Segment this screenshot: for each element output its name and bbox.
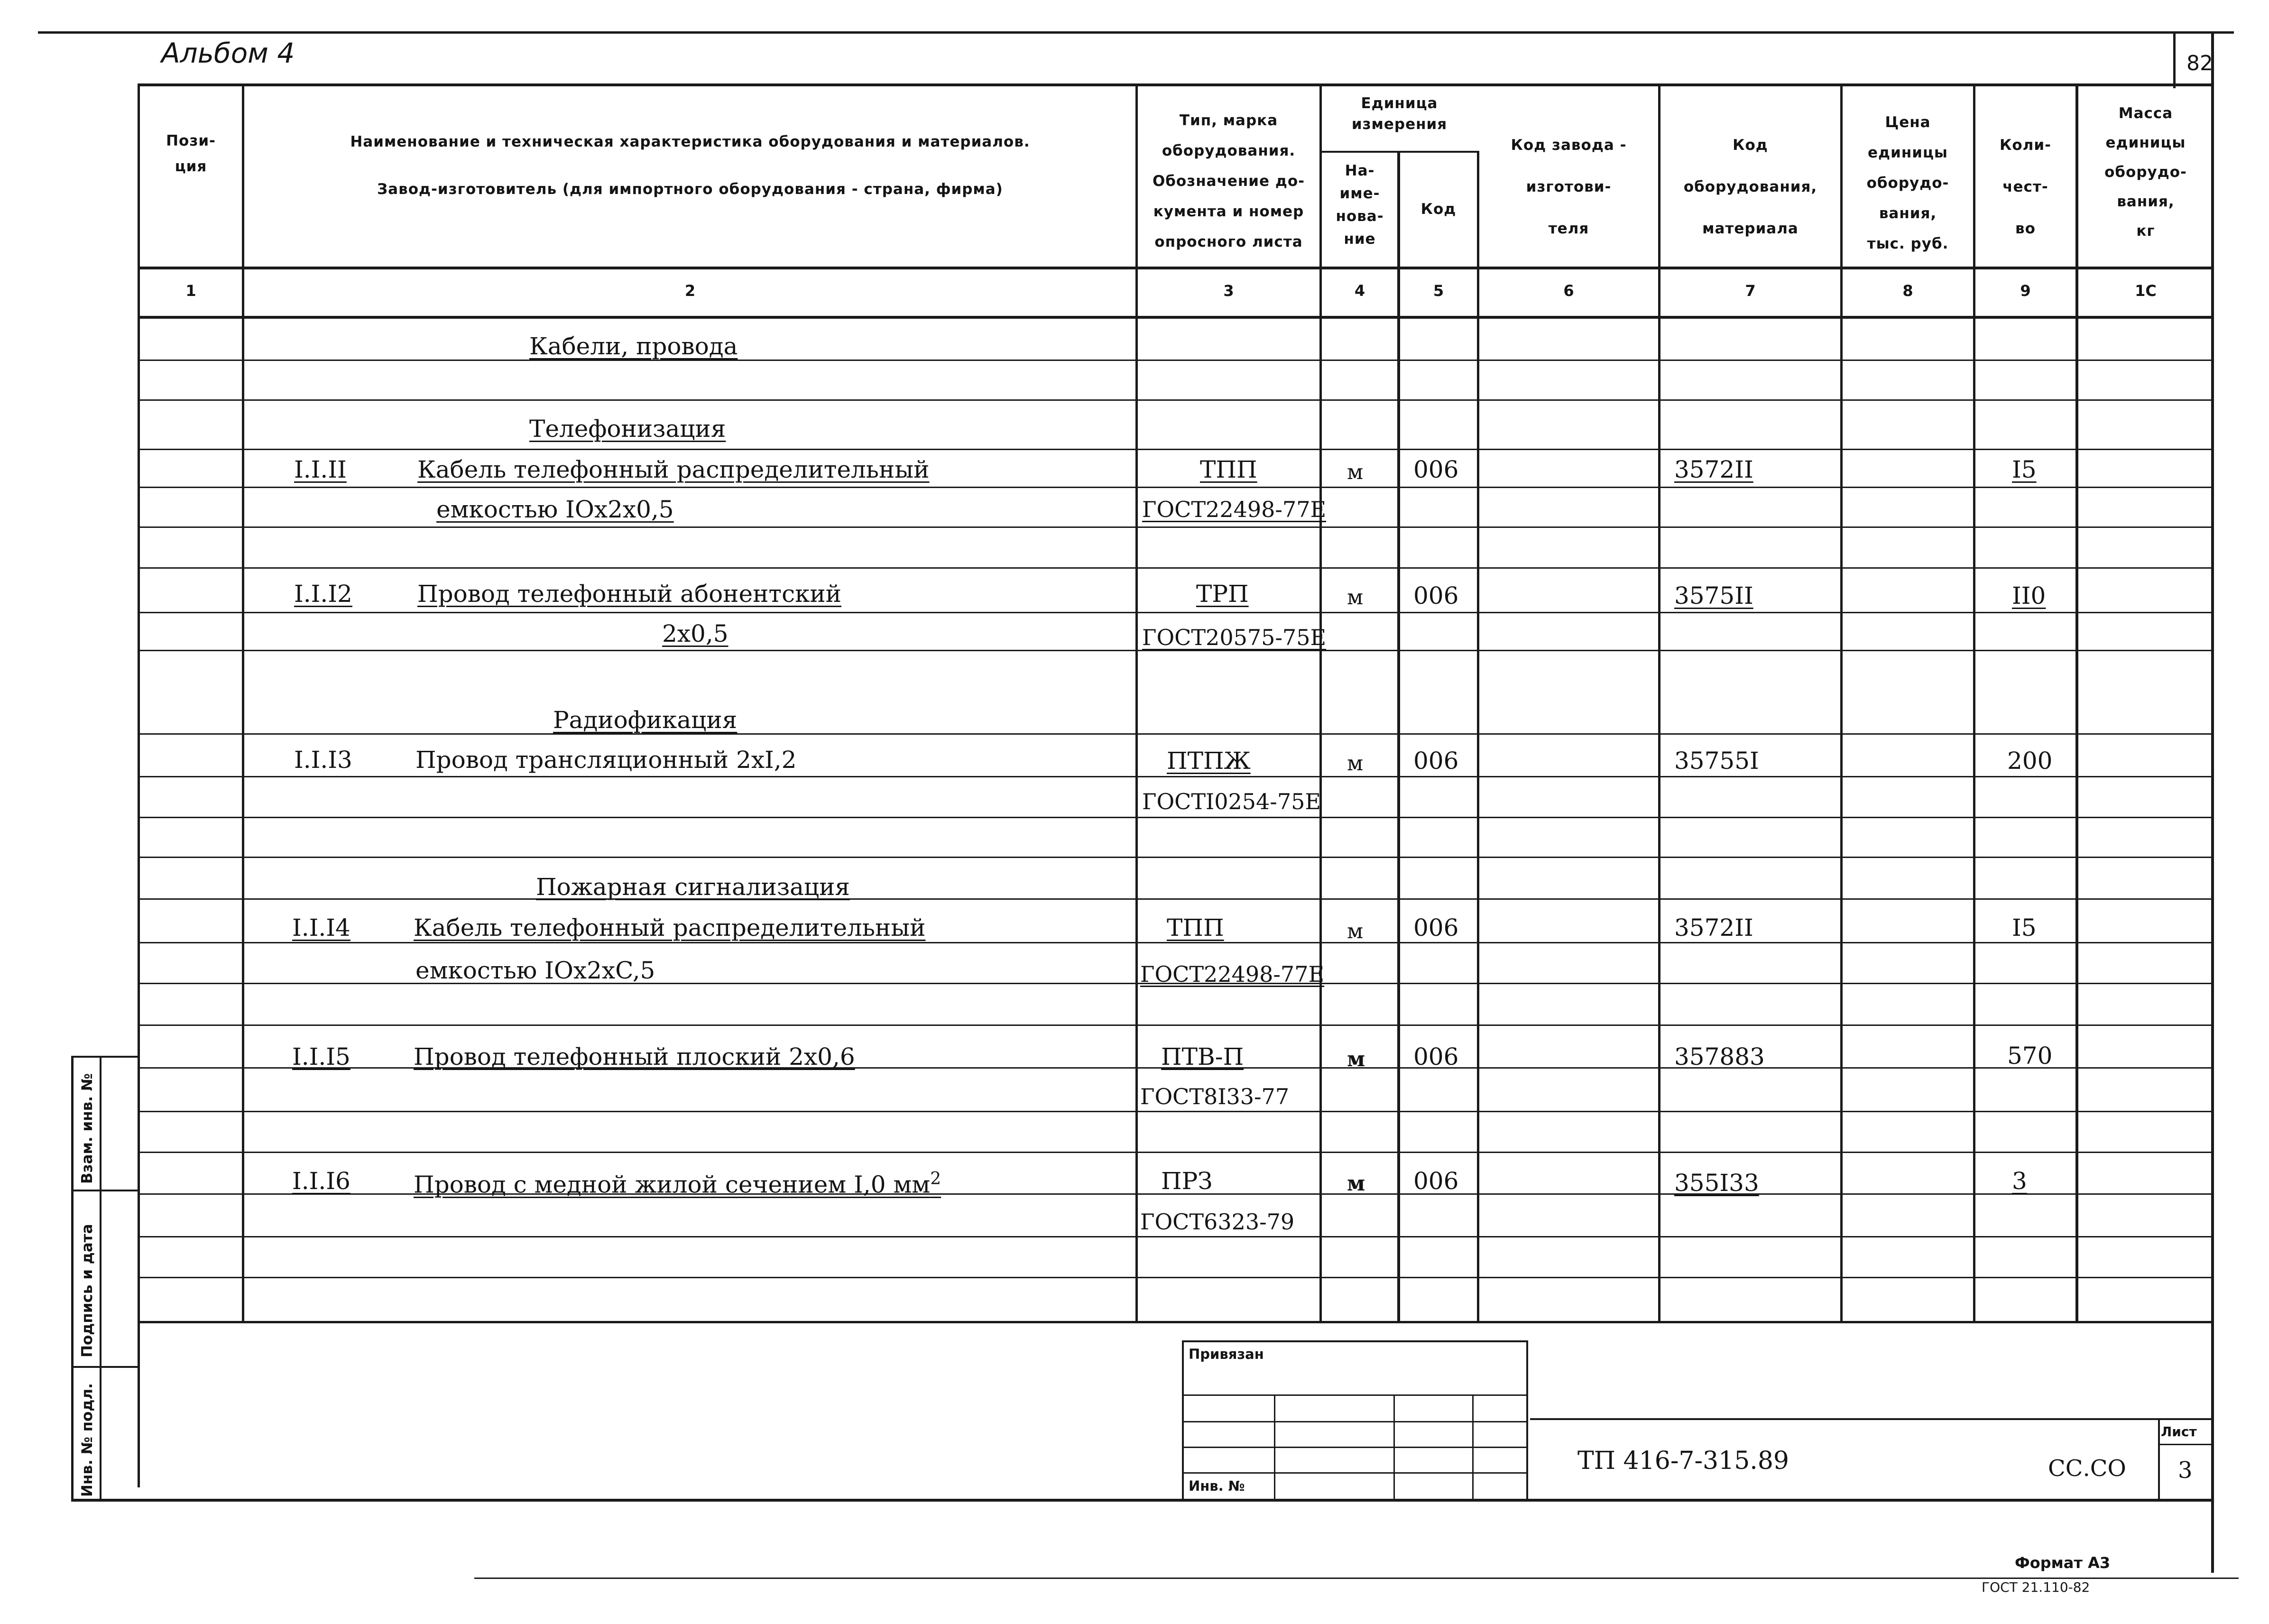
- item-unit: м: [1347, 1047, 1365, 1071]
- col-num: 9: [2020, 282, 2031, 300]
- item-name: [414, 1165, 941, 1199]
- item-material-code: 355I33: [1674, 1169, 1759, 1197]
- col-num: 4: [1354, 282, 1365, 300]
- item-name-cont: емкостью IOx2x0,5: [436, 496, 674, 523]
- item-name: Провод телефонный абонентский: [417, 580, 841, 608]
- document-code: ТП 416-7-315.89: [1577, 1447, 1789, 1475]
- header-equipment-code: Код оборудования, материала: [1683, 137, 1817, 237]
- item-position: I.I.I3: [294, 746, 352, 774]
- item-unit-code: 006: [1413, 747, 1459, 775]
- privyazan-label: Привязан: [1189, 1346, 1264, 1362]
- side-label-replaced: Взам. инв. №: [79, 1073, 96, 1184]
- header-position: Пози- ция: [166, 132, 216, 175]
- gost-label: ГОСТ 21.110-82: [1982, 1579, 2090, 1595]
- item-quantity: 200: [2007, 747, 2053, 775]
- header-unit-code: Код: [1420, 201, 1457, 218]
- col-num: 7: [1745, 282, 1756, 300]
- header-manufacturer: Завод-изготовитель (для импортного оборудования - страна, фирма): [377, 181, 1003, 198]
- col-num: 5: [1433, 282, 1444, 300]
- item-material-code: 357883: [1674, 1043, 1765, 1070]
- section-heading: Телефонизация: [529, 415, 726, 443]
- item-name: Провод телефонный плоский 2x0,6: [414, 1043, 855, 1070]
- header-price: Цена единицы оборудо- вания, тыс. руб.: [1866, 114, 1949, 252]
- item-position: I.I.II: [294, 456, 347, 483]
- header-quantity: Коли- чест- во: [2000, 137, 2051, 237]
- item-name: Провод трансляционный 2xI,2: [415, 746, 797, 774]
- header-name: Наименование и техническая характеристика оборудования и материалов.: [350, 133, 1030, 150]
- section-heading: Радиофикация: [553, 706, 738, 734]
- item-name-cont: 2x0,5: [662, 620, 729, 647]
- item-material-code: 3575II: [1674, 582, 1753, 609]
- item-position: I.I.I6: [292, 1167, 350, 1195]
- item-doc: ГОСТI0254-75Е: [1142, 789, 1321, 814]
- item-doc: ГОСТ20575-75Е: [1142, 625, 1327, 650]
- item-quantity: I5: [2012, 914, 2037, 941]
- item-quantity: 3: [2012, 1167, 2027, 1195]
- sheet-number: 82: [2186, 51, 2213, 75]
- header-unit-name: На- име- нова- ние: [1336, 162, 1384, 248]
- item-unit: м: [1347, 585, 1364, 609]
- item-unit-code: 006: [1413, 1043, 1459, 1070]
- item-type: ТРП: [1196, 580, 1249, 608]
- document-suffix: СС.СО: [2048, 1455, 2126, 1482]
- section-heading: Пожарная сигнализация: [536, 873, 850, 901]
- item-unit: м: [1347, 919, 1364, 943]
- item-position: I.I.I2: [294, 580, 352, 608]
- item-doc: ГОСТ8I33-77: [1140, 1084, 1290, 1109]
- col-num: 3: [1223, 282, 1234, 300]
- side-label-inventory: Инв. № подл.: [79, 1383, 96, 1497]
- item-unit-code: 006: [1413, 914, 1459, 941]
- list-label: Лист: [2161, 1424, 2197, 1439]
- item-doc: ГОСТ22498-77Е: [1142, 497, 1327, 522]
- item-doc: ГОСТ6323-79: [1140, 1209, 1295, 1235]
- col-num: 2: [684, 282, 696, 300]
- item-quantity: 570: [2007, 1042, 2053, 1070]
- item-type: ПТПЖ: [1167, 747, 1251, 775]
- item-unit: м: [1347, 460, 1364, 484]
- col-num: 1С: [2135, 282, 2157, 300]
- item-name-text: Провод с медной жилой сечением I,0 мм: [414, 1171, 931, 1199]
- item-unit: м: [1347, 751, 1364, 775]
- col-num: 1: [185, 282, 196, 300]
- list-value: 3: [2178, 1457, 2193, 1484]
- header-unit: Единица измерения: [1351, 95, 1448, 133]
- item-position: I.I.I5: [292, 1043, 350, 1070]
- format-label: Формат А3: [2015, 1554, 2111, 1572]
- header-type: Тип, марка оборудования. Обозначение до- кумента и номер опросного листа: [1152, 112, 1305, 250]
- album-label: Альбом 4: [161, 37, 295, 69]
- item-name: Кабель телефонный распределительный: [414, 914, 926, 941]
- section-heading: Кабели, провода: [529, 332, 738, 360]
- item-position: I.I.I4: [292, 914, 350, 941]
- item-unit-code: 006: [1413, 456, 1459, 483]
- item-name-superscript: 2: [930, 1169, 941, 1189]
- item-material-code: 3572II: [1674, 456, 1753, 483]
- item-material-code: 35755I: [1674, 747, 1759, 775]
- item-type: ПРЗ: [1161, 1167, 1213, 1195]
- item-type: ТПП: [1200, 456, 1257, 483]
- item-unit-code: 006: [1413, 582, 1459, 609]
- header-factory-code: Код завода - изготови- теля: [1511, 137, 1627, 237]
- col-num: 6: [1563, 282, 1574, 300]
- item-name-cont: емкостью IOx2xC,5: [415, 957, 655, 984]
- item-unit-code: 006: [1413, 1167, 1459, 1195]
- side-label-signature: Подпись и дата: [79, 1224, 96, 1357]
- item-doc: ГОСТ22498-77Е: [1140, 961, 1325, 987]
- item-material-code: 3572II: [1674, 914, 1753, 941]
- inv-no-label: Инв. №: [1189, 1478, 1245, 1494]
- item-unit: м: [1347, 1172, 1365, 1196]
- item-name: Кабель телефонный распределительный: [417, 456, 930, 483]
- item-type: ТПП: [1167, 914, 1224, 941]
- item-type: ПТВ-П: [1161, 1043, 1244, 1070]
- item-quantity: II0: [2012, 582, 2046, 609]
- item-quantity: I5: [2012, 456, 2037, 483]
- header-mass: Масса единицы оборудо- вания, кг: [2104, 105, 2187, 240]
- col-num: 8: [1902, 282, 1913, 300]
